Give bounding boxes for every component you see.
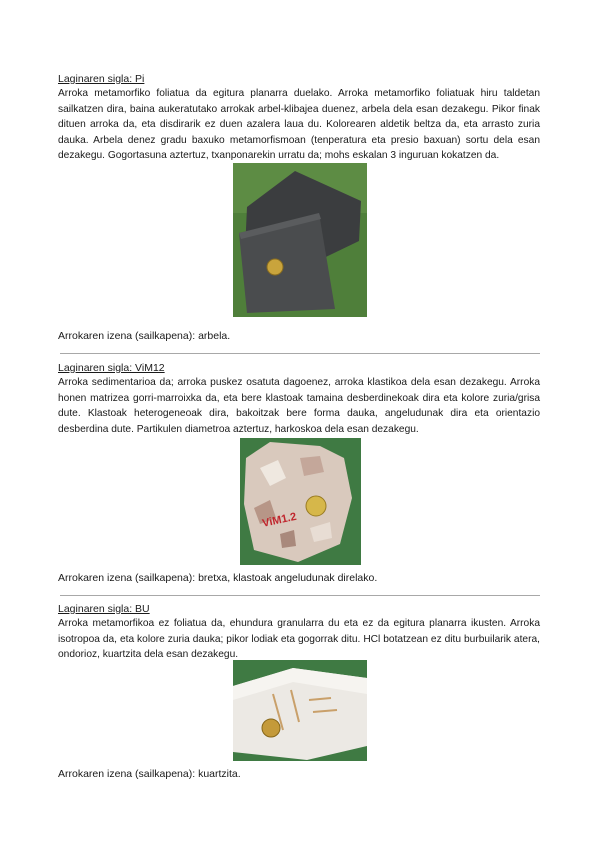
divider: [60, 595, 540, 596]
sample-caption: Arrokaren izena (sailkapena): arbela.: [58, 330, 231, 342]
coin-icon: [267, 259, 283, 275]
coin-icon: [262, 719, 280, 737]
sample-caption: Arrokaren izena (sailkapena): bretxa, klastoak angeludunak direlako.: [58, 572, 378, 584]
slate-photo: [233, 163, 367, 317]
sample-bu-caption-wrap: [58, 767, 540, 781]
sample-pi: [58, 72, 540, 164]
sample-label-marking: ViM1.2: [261, 510, 298, 530]
sample-vim12-caption-wrap: [58, 571, 540, 585]
breccia-rock: [244, 442, 352, 562]
breccia-photo: [240, 438, 361, 565]
sample-heading: Laginaren sigla: BU: [58, 603, 150, 615]
sample-bu: [58, 602, 540, 663]
quartzite-photo: [233, 660, 367, 761]
sample-pi-caption-wrap: [58, 329, 540, 343]
sample-heading: Laginaren sigla: ViM12: [58, 362, 165, 374]
sample-description: Arroka metamorfiko foliatua da egitura planarra duelako. Arroka metamorfiko foliatuak hiru taldetan sailkatzen dira, baina aukeratutako arrokak arbel-klibajea duenez, arbela dela esan dezakegu. Pikor finak dituen arroka da, eta disdirarik ez duen azalera laua du. Kolorearen aldetik beltza da, eta arrasto zuria dauka. Arbela denez gradu baxuko metamorfismoan (tenperatura eta presio baxuan) sortu dela esan dezakegu. Gogortasuna aztertuz, txanponarekin urratu da; mohs eskalan 3 inguruan kokatzen da.: [58, 88, 540, 162]
sample-description: Arroka metamorfikoa ez foliatua da, ehundura granularra du eta ez da egitura planarra ikusten. Arroka isotropoa da, eta kolore zuria dauka; pikor lodiak eta gogorrak ditu. HCl botatzean ez ditu burbuilarik atera, ondorioz, kuartzita dela esan dezakegu.: [58, 618, 540, 661]
sample-description: Arroka sedimentarioa da; arroka puskez osatuta dagoenez, arroka klastikoa dela esan dezakegu. Arroka honen matrizea gorri-marroixka da, eta bere klastoak tamaina desberdinekoak dira eta kolore zuria/grisa dute. Klastoak heterogeneoak dira, bakoitzak bere forma dauka, angeludunak dira eta orientazio desberdina dute. Partikulen diametroa aztertuz, harkoskoa dela esan dezakegu.: [58, 377, 540, 435]
divider: [60, 353, 540, 354]
coin-icon: [306, 496, 326, 516]
sample-heading: Laginaren sigla: Pi: [58, 73, 145, 85]
sample-caption: Arrokaren izena (sailkapena): kuartzita.: [58, 768, 241, 780]
sample-vim12: [58, 361, 540, 437]
